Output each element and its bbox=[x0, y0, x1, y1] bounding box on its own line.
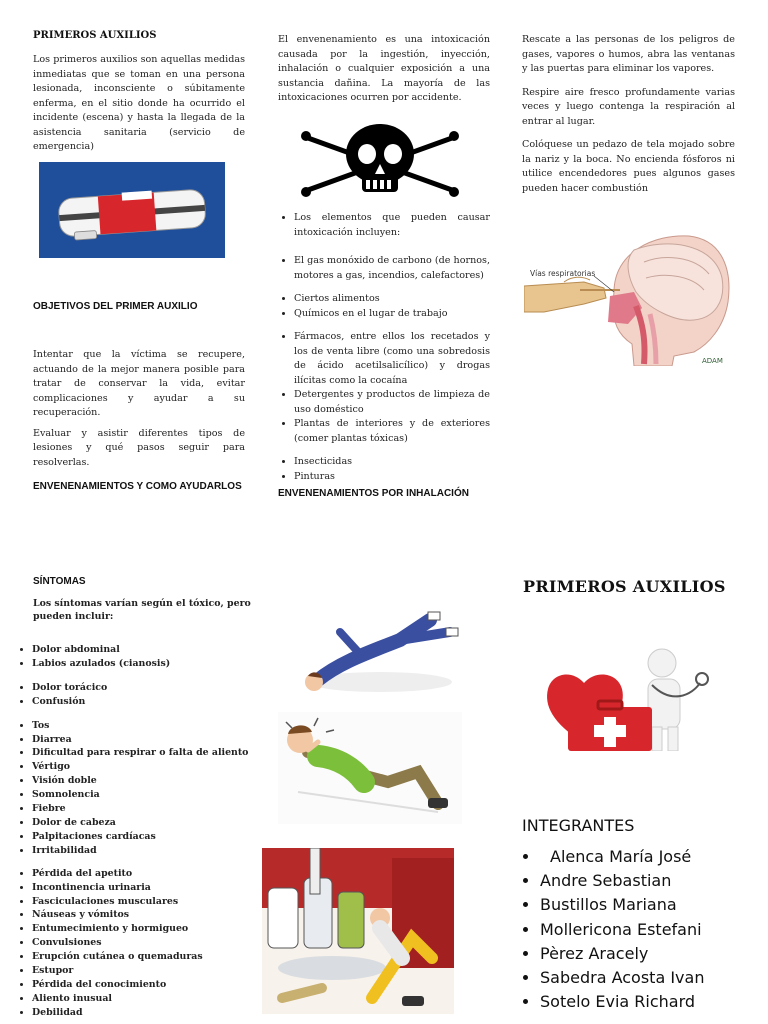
list-item: • Químicos en el lugar de trabajo bbox=[294, 307, 490, 322]
airway-diagram bbox=[524, 232, 738, 366]
member-name: Alenca María José bbox=[550, 847, 692, 866]
symptom-item: • Convulsiones bbox=[32, 936, 256, 950]
collapsed-person-illustration bbox=[300, 592, 460, 700]
inhalation-heading: ENVENENAMIENTOS POR INHALACIÓN bbox=[278, 488, 469, 499]
symptom-item: • Irritabilidad bbox=[32, 844, 256, 858]
member-item: • Andre Sebastian bbox=[540, 869, 762, 893]
list-item: • El gas monóxido de carbono (de hornos, motores a gas, incendios, calefactores) bbox=[294, 254, 490, 283]
member-item bbox=[540, 845, 762, 869]
list-item: • Insecticidas bbox=[294, 455, 490, 470]
symptom-item: • Palpitaciones cardíacas bbox=[32, 830, 256, 844]
symptom-item: • Labios azulados (cianosis) bbox=[32, 657, 256, 671]
symptom-item: • Entumecimiento y hormigueo bbox=[32, 922, 256, 936]
list-item: • Detergentes y productos de limpieza de uso doméstico bbox=[294, 388, 490, 417]
objective-2: Evaluar y asistir diferentes tipos de lesiones y qué pasos seguir para resolverlas. bbox=[33, 427, 245, 468]
symptom-item: • Dificultad para respirar o falta de aliento bbox=[32, 746, 256, 760]
members-heading: INTEGRANTES bbox=[522, 816, 635, 835]
symptom-item: • Dolor de cabeza bbox=[32, 816, 256, 830]
symptom-item: • Incontinencia urinaria bbox=[32, 881, 256, 895]
symptom-item: • Erupción cutánea o quemaduras bbox=[32, 950, 256, 964]
choking-person-illustration bbox=[278, 712, 462, 824]
rescue-paragraph: Rescate a las personas de los peligros de gases, vapores o humos, abra las ventanas y las puertas para eliminar los vapores. bbox=[522, 34, 735, 74]
list-item: • Ciertos alimentos bbox=[294, 292, 490, 307]
member-item: • Bustillos Mariana bbox=[540, 893, 762, 917]
list-item: • Pinturas bbox=[294, 470, 490, 485]
column-intro bbox=[33, 30, 245, 155]
diagram-label: Vías respiratorias bbox=[530, 269, 596, 278]
column-poisoning bbox=[278, 33, 490, 106]
chemical-spill-illustration bbox=[262, 848, 454, 1014]
objectives-text bbox=[33, 348, 245, 470]
heart-first-aid-illustration bbox=[522, 645, 728, 751]
symptom-item: • Vértigo bbox=[32, 760, 256, 774]
symptom-item: • Dolor torácico bbox=[32, 681, 256, 695]
brochure-title: PRIMEROS AUXILIOS bbox=[33, 30, 157, 41]
diagram-brand: ADAM bbox=[702, 357, 723, 365]
poison-causes-list bbox=[278, 211, 490, 484]
first-aid-kit-image bbox=[39, 162, 225, 258]
poisoning-intro: El envenenamiento es una intoxicación causada por la ingestión, inyección, inhalación o cualquier exposición a una sustancia dañina. La mayoría de las intoxicaciones ocurren por accidente. bbox=[278, 34, 490, 103]
symptom-item: • Diarrea bbox=[32, 733, 256, 747]
list-item: • Plantas de interiores y de exteriores (comer plantas tóxicas) bbox=[294, 417, 490, 446]
cover-title: PRIMEROS AUXILIOS bbox=[523, 577, 726, 596]
symptom-item: • Dolor abdominal bbox=[32, 643, 256, 657]
objectives-heading: OBJETIVOS DEL PRIMER AUXILIO bbox=[33, 301, 198, 312]
symptoms-intro: Los síntomas varían según el tóxico, pero pueden incluir: bbox=[33, 598, 251, 623]
symptom-item: • Visión doble bbox=[32, 774, 256, 788]
symptom-item: • Aliento inusual bbox=[32, 992, 256, 1006]
objective-1: Intentar que la víctima se recupere, actuando de la mejor manera posible para tratar de conservar la vida, evitar complicaciones y ayudar a su recuperación. bbox=[33, 349, 245, 418]
symptom-item: • Estupor bbox=[32, 964, 256, 978]
member-item: • Mollericona Estefani bbox=[540, 918, 762, 942]
list-item: • Los elementos que pueden causar intoxicación incluyen: bbox=[294, 211, 490, 240]
symptoms-section bbox=[33, 576, 253, 624]
symptom-item: • Debilidad bbox=[32, 1006, 256, 1020]
skull-icon bbox=[300, 120, 460, 200]
column-inhalation bbox=[522, 33, 735, 196]
member-item: • Pèrez Aracely bbox=[540, 942, 762, 966]
wet-cloth-paragraph: Colóquese un pedazo de tela mojado sobre la nariz y la boca. No encienda fósforos ni utilice encendedores pues algunos gases pueden hacer combustión bbox=[522, 139, 735, 194]
cover-panel bbox=[523, 577, 743, 596]
member-item: • Sabedra Acosta Ivan bbox=[540, 966, 762, 990]
members-section bbox=[522, 816, 762, 1014]
symptoms-heading: SÍNTOMAS bbox=[33, 576, 86, 587]
symptom-item: • Fasciculaciones musculares bbox=[32, 895, 256, 909]
member-item: • Sotelo Evia Richard bbox=[540, 990, 762, 1014]
symptom-item: • Pérdida del apetito bbox=[32, 867, 256, 881]
poison-heading: ENVENENAMIENTOS Y COMO AYUDARLOS bbox=[33, 481, 242, 492]
fresh-air-paragraph: Respire aire fresco profundamente varias veces y luego contenga la respiración al entrar al lugar. bbox=[522, 86, 735, 127]
intro-paragraph: Los primeros auxilios son aquellas medidas inmediatas que se toman en una persona lesionada, inconsciente o súbitamente enferma, en el sitio donde ha ocurrido el incidente (escena) y hasta la llegada de la asistencia sanitaria (servicio de emergencia) bbox=[33, 54, 245, 152]
list-item: • Fármacos, entre ellos los recetados y los de venta libre (como una sobredosis de ácido acetilsalicílico) y drogas ilícitas como la cocaína bbox=[294, 330, 490, 388]
symptom-item: • Confusión bbox=[32, 695, 256, 709]
symptom-item: • Fiebre bbox=[32, 802, 256, 816]
symptom-item: • Pérdida del conocimiento bbox=[32, 978, 256, 992]
symptoms-list bbox=[16, 643, 256, 1020]
objectives-section bbox=[33, 301, 245, 312]
symptom-item: • Tos bbox=[32, 719, 256, 733]
symptom-item: • Somnolencia bbox=[32, 788, 256, 802]
symptom-item: • Náuseas y vómitos bbox=[32, 908, 256, 922]
